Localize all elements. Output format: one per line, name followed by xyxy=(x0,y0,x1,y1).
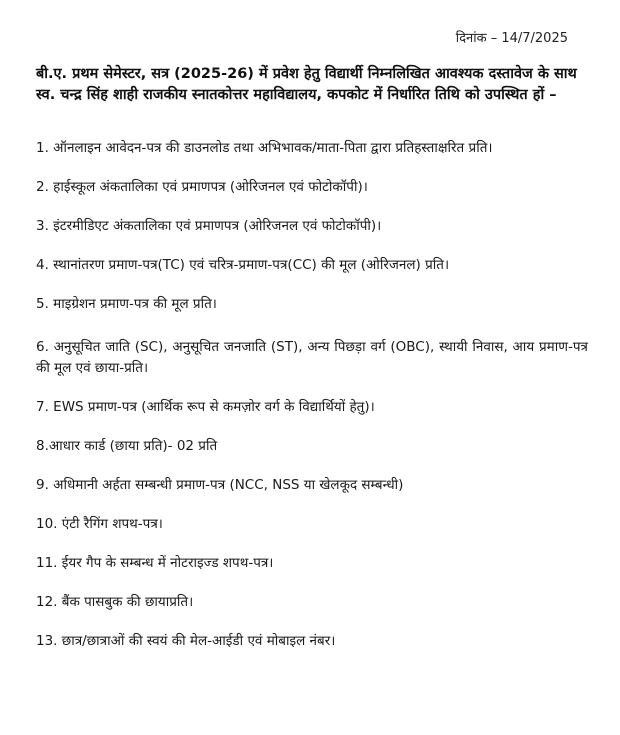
list-item: 10. एंटी रैगिंग शपथ-पत्र। xyxy=(36,516,163,532)
list-item: 9. अधिमानी अर्हता सम्बन्धी प्रमाण-पत्र (NCC, NSS या खेलकूद सम्बन्धी) xyxy=(36,477,404,493)
list-item: 7. EWS प्रमाण-पत्र (आर्थिक रूप से कमज़ोर वर्ग के विद्यार्थियों हेतु)। xyxy=(36,399,375,415)
list-item: 1. ऑनलाइन आवेदन-पत्र की डाउनलोड तथा अभिभावक/माता-पिता द्वारा प्रतिहस्ताक्षरित प्रति। xyxy=(36,140,493,156)
list-item: 4. स्थानांतरण प्रमाण-पत्र(TC) एवं चरित्र-प्रमाण-पत्र(CC) की मूल (ओरिजनल) प्रति। xyxy=(36,257,450,273)
list-item: 12. बैंक पासबुक की छायाप्रति। xyxy=(36,594,194,610)
document-date: दिनांक – 14/7/2025 xyxy=(455,31,568,46)
list-item: 2. हाईस्कूल अंकतालिका एवं प्रमाणपत्र (ओरिजनल एवं फोटोकॉपी)। xyxy=(36,179,368,195)
list-item: 3. इंटरमीडिएट अंकतालिका एवं प्रमाणपत्र (ओरिजनल एवं फोटोकॉपी)। xyxy=(36,218,382,234)
list-item: 8.आधार कार्ड (छाया प्रति)- 02 प्रति xyxy=(36,438,218,454)
list-item: 11. ईयर गैप के सम्बन्ध में नोटराइज्ड शपथ-पत्र। xyxy=(36,555,274,571)
list-item: 13. छात्र/छात्राओं की स्वयं की मेल-आईडी एवं मोबाइल नंबर। xyxy=(36,633,336,649)
required-documents-list xyxy=(36,138,588,652)
list-item: 5. माइग्रेशन प्रमाण-पत्र की मूल प्रति। xyxy=(36,296,217,312)
list-item: 6. अनुसूचित जाति (SC), अनुसूचित जनजाति (ST), अन्य पिछड़ा वर्ग (OBC), स्थायी निवास, आय प्रमाण-पत्र की मूल एवं छाया-प्रति। xyxy=(36,339,588,376)
intro-paragraph: बी.ए. प्रथम सेमेस्टर, सत्र (2025-26) में प्रवेश हेतु विद्यार्थी निम्नलिखित आवश्यक दस्तावेज के साथ स्व. चन्द्र सिंह शाही राजकीय स्नातकोत्तर महाविद्यालय, कपकोट में निर्धारित तिथि को उपस्थित हों – xyxy=(36,66,577,103)
